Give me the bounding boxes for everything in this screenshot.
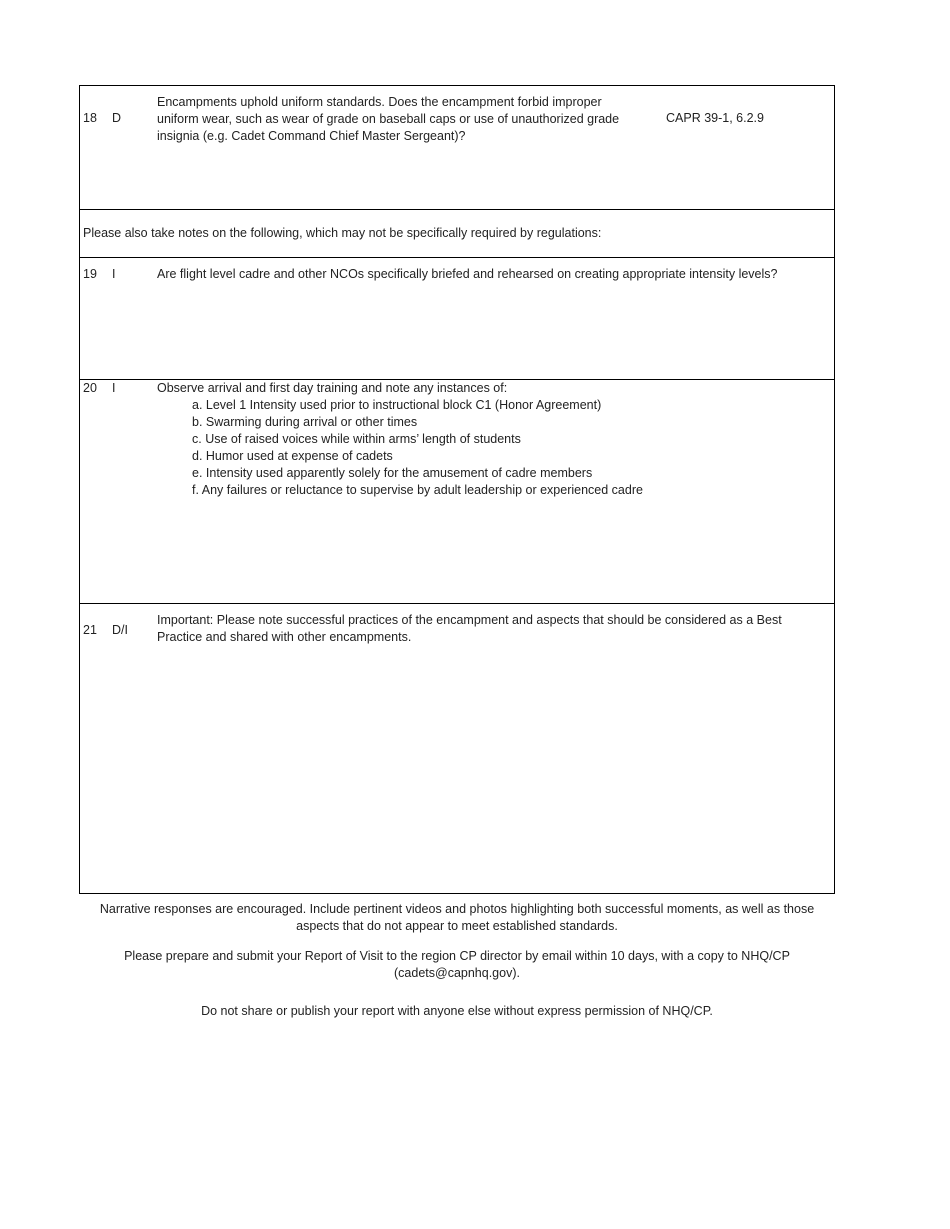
narrative-instructions [79, 901, 835, 935]
question-line: Encampments uphold uniform standards. Does the encampment forbid improper [157, 95, 602, 109]
item-question [157, 612, 782, 646]
list-item: c. Use of raised voices while within arms’ length of students [192, 432, 521, 446]
item-number: 20 [83, 381, 97, 395]
footer-line: Narrative responses are encouraged. Include pertinent videos and photos highlighting both successful moments, as well as those [99, 902, 815, 916]
footer-line: (cadets@capnhq.gov). [394, 966, 520, 980]
item-number: 18 [83, 111, 97, 125]
table-row-18 [80, 86, 834, 210]
question-line: Are flight level cadre and other NCOs specifically briefed and rehearsed on creating appropriate intensity levels? [157, 267, 778, 281]
item-number: 19 [83, 267, 97, 281]
question-line: Important: Please note successful practices of the encampment and aspects that should be considered as a Best [157, 613, 782, 627]
notes-heading-row [80, 210, 834, 258]
item-number: 21 [83, 623, 97, 637]
list-item: d. Humor used at expense of cadets [192, 449, 393, 463]
list-item: a. Level 1 Intensity used prior to instructional block C1 (Honor Agreement) [192, 398, 602, 412]
list-item: f. Any failures or reluctance to supervise by adult leadership or experienced cadre [192, 483, 643, 497]
notes-heading: Please also take notes on the following, which may not be specifically required by regulations: [83, 226, 602, 240]
observation-list [157, 397, 643, 499]
list-item: b. Swarming during arrival or other times [192, 415, 418, 429]
table-row-19 [80, 258, 834, 380]
table-row-21 [80, 604, 834, 893]
item-code: I [112, 381, 116, 395]
item-question [157, 94, 619, 145]
question-line: Observe arrival and first day training and note any instances of: [157, 381, 508, 395]
footer-line: Do not share or publish your report with anyone else without express permission of NHQ/CP. [201, 1004, 713, 1018]
question-line: insignia (e.g. Cadet Command Chief Master Sergeant)? [157, 129, 466, 143]
question-line: Practice and shared with other encampments. [157, 630, 412, 644]
item-code: D/I [112, 623, 128, 637]
privacy-notice [79, 1003, 835, 1020]
checklist-table [79, 85, 835, 894]
footer-line: Please prepare and submit your Report of Visit to the region CP director by email within 10 days, with a copy to NHQ/CP [124, 949, 790, 963]
regulation-reference: CAPR 39-1, 6.2.9 [666, 111, 764, 125]
question-line: uniform wear, such as wear of grade on baseball caps or use of unauthorized grade [157, 112, 620, 126]
table-row-20 [80, 380, 834, 604]
item-code: D [112, 111, 122, 125]
item-question [157, 266, 777, 283]
submission-instructions [79, 948, 835, 982]
list-item: e. Intensity used apparently solely for the amusement of cadre members [192, 466, 593, 480]
footer-line: aspects that do not appear to meet established standards. [296, 919, 618, 933]
item-question [157, 380, 643, 499]
item-code: I [112, 267, 116, 281]
